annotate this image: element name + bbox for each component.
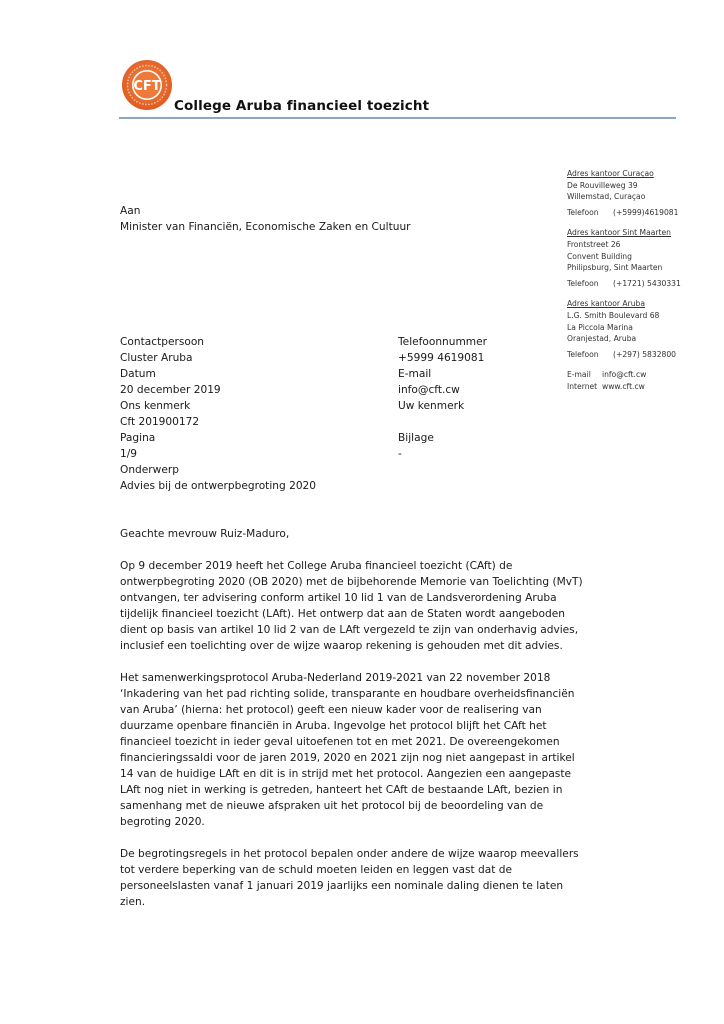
contact-info bbox=[567, 369, 717, 392]
attachment-label: Bijlage bbox=[398, 432, 434, 444]
svg-text:CFT: CFT bbox=[133, 79, 161, 94]
phone-label: Telefoon bbox=[567, 207, 599, 217]
office-curacao bbox=[567, 168, 717, 218]
text-line: financieringssaldi voor de jaren 2019, 2020 en 2021 zijn nog niet aangepast in artikel bbox=[120, 752, 575, 764]
text-line: financieel toezicht in ieder geval uitoefenen tot en met 2021. De overeengekomen bbox=[120, 736, 560, 748]
office-phone bbox=[567, 278, 717, 290]
address-line: La Piccola Marina bbox=[567, 322, 633, 332]
subject-label: Onderwerp bbox=[120, 464, 179, 476]
text-line: zien. bbox=[120, 896, 146, 908]
text-line: dient op basis van artikel 10 lid 2 van de LAft vergezeld te zijn van onderhavig advies, bbox=[120, 624, 579, 636]
your-reference-label: Uw kenmerk bbox=[398, 400, 465, 412]
text-line: ontvangen, ter advisering conform artikel 10 lid 1 van de Landsverordening Aruba bbox=[120, 592, 557, 604]
address-line: Willemstad, Curaçao bbox=[567, 192, 646, 202]
text-line: begroting 2020. bbox=[120, 816, 205, 828]
address-line: De Rouvilleweg 39 bbox=[567, 180, 638, 190]
our-reference-label: Ons kenmerk bbox=[120, 400, 191, 412]
date-label: Datum bbox=[120, 368, 156, 380]
office-sint-maarten bbox=[567, 227, 717, 289]
address-line: Convent Building bbox=[567, 251, 632, 261]
text-line: ontwerpbegroting 2020 (OB 2020) met de bijbehorende Memorie van Toelichting (MvT) bbox=[120, 576, 583, 588]
page-label: Pagina bbox=[120, 432, 156, 444]
greeting: Geachte mevrouw Ruiz-Maduro, bbox=[120, 528, 290, 540]
address-line: Philipsburg, Sint Maarten bbox=[567, 263, 663, 273]
phone-value: (+297) 5832800 bbox=[613, 349, 677, 359]
your-reference-value bbox=[398, 414, 487, 430]
letter-body bbox=[120, 526, 620, 926]
contact-label: Contactpersoon bbox=[120, 336, 205, 348]
email-link[interactable]: info@cft.cw bbox=[602, 370, 647, 380]
cft-logo-icon bbox=[121, 59, 173, 111]
paragraph-1 bbox=[120, 558, 620, 654]
contact-value: Cluster Aruba bbox=[120, 352, 193, 364]
text-line: tijdelijk financieel toezicht (LAft). Het ontwerp dat aan de Staten wordt aangeboden bbox=[120, 608, 565, 620]
organization-name: College Aruba financieel toezicht bbox=[174, 98, 430, 114]
address-line: L.G. Smith Boulevard 68 bbox=[567, 310, 660, 320]
email-label: E-mail bbox=[567, 370, 591, 380]
office-phone bbox=[567, 207, 717, 219]
paragraph-3 bbox=[120, 846, 620, 910]
letter-metadata-left bbox=[120, 334, 316, 494]
letter-metadata-right bbox=[398, 334, 487, 462]
office-phone bbox=[567, 349, 717, 361]
text-line: ‘Inkadering van het pad richting solide, transparante en houdbare overheidsfinanciën bbox=[120, 688, 575, 700]
text-line: tot verdere beperking van de schuld moeten leiden en leggen vast dat de bbox=[120, 864, 513, 876]
paragraph-2 bbox=[120, 670, 620, 830]
text-line: 14 van de huidige LAft en dit is in strijd met het protocol. Aangezien een aangepaste bbox=[120, 768, 571, 780]
phone-value: (+1721) 5430331 bbox=[613, 278, 681, 288]
office-aruba bbox=[567, 298, 717, 360]
phone-number-value: +5999 4619081 bbox=[398, 352, 485, 364]
email-value[interactable]: info@cft.cw bbox=[398, 384, 460, 396]
date-value: 20 december 2019 bbox=[120, 384, 221, 396]
text-line: personeelslasten vanaf 1 januari 2019 jaarlijks een nominale daling dienen te laten bbox=[120, 880, 564, 892]
text-line: Het samenwerkingsprotocol Aruba-Nederland 2019-2021 van 22 november 2018 bbox=[120, 672, 551, 684]
text-line: duurzame openbare financiën in Aruba. Ingevolge het protocol blijft het CAft het bbox=[120, 720, 547, 732]
text-line: van Aruba’ (hierna: het protocol) geeft een nieuw kader voor de realisering van bbox=[120, 704, 542, 716]
text-line: De begrotingsregels in het protocol bepalen onder andere de wijze waarop meevallers bbox=[120, 848, 579, 860]
office-heading: Adres kantoor Sint Maarten bbox=[567, 228, 671, 238]
text-line: LAft nog niet in werking is getreden, hanteert het CAft de bestaande LAft, bezien in bbox=[120, 784, 563, 796]
subject-value: Advies bij de ontwerpbegroting 2020 bbox=[120, 480, 317, 492]
addressee-block bbox=[120, 203, 411, 235]
email-label: E-mail bbox=[398, 368, 432, 380]
header-divider bbox=[119, 117, 676, 119]
internet-row bbox=[567, 381, 717, 393]
office-heading: Adres kantoor Curaçao bbox=[567, 169, 654, 178]
phone-number-label: Telefoonnummer bbox=[398, 336, 487, 348]
addressee-recipient: Minister van Financiën, Economische Zaken en Cultuur bbox=[120, 221, 411, 233]
cft-logo bbox=[121, 59, 173, 111]
address-line: Oranjestad, Aruba bbox=[567, 334, 637, 344]
email-row bbox=[567, 369, 717, 381]
internet-label: Internet bbox=[567, 381, 598, 391]
addressee-to: Aan bbox=[120, 205, 141, 217]
phone-label: Telefoon bbox=[567, 278, 599, 288]
our-reference-value: Cft 201900172 bbox=[120, 416, 200, 428]
office-heading: Adres kantoor Aruba bbox=[567, 299, 646, 309]
phone-label: Telefoon bbox=[567, 349, 599, 359]
text-line: samenhang met de nieuwe afspraken uit het protocol bij de beoordeling van de bbox=[120, 800, 544, 812]
website-link[interactable]: www.cft.cw bbox=[602, 381, 645, 391]
address-line: Frontstreet 26 bbox=[567, 239, 621, 249]
office-addresses bbox=[567, 168, 717, 393]
text-line: Op 9 december 2019 heeft het College Aruba financieel toezicht (CAft) de bbox=[120, 560, 513, 572]
text-line: inclusief een toelichting over de wijze waarop rekening is gehouden met dit advies. bbox=[120, 640, 563, 652]
attachment-value: - bbox=[398, 448, 402, 460]
page-value: 1/9 bbox=[120, 448, 138, 460]
phone-value: (+5999)4619081 bbox=[613, 207, 679, 217]
